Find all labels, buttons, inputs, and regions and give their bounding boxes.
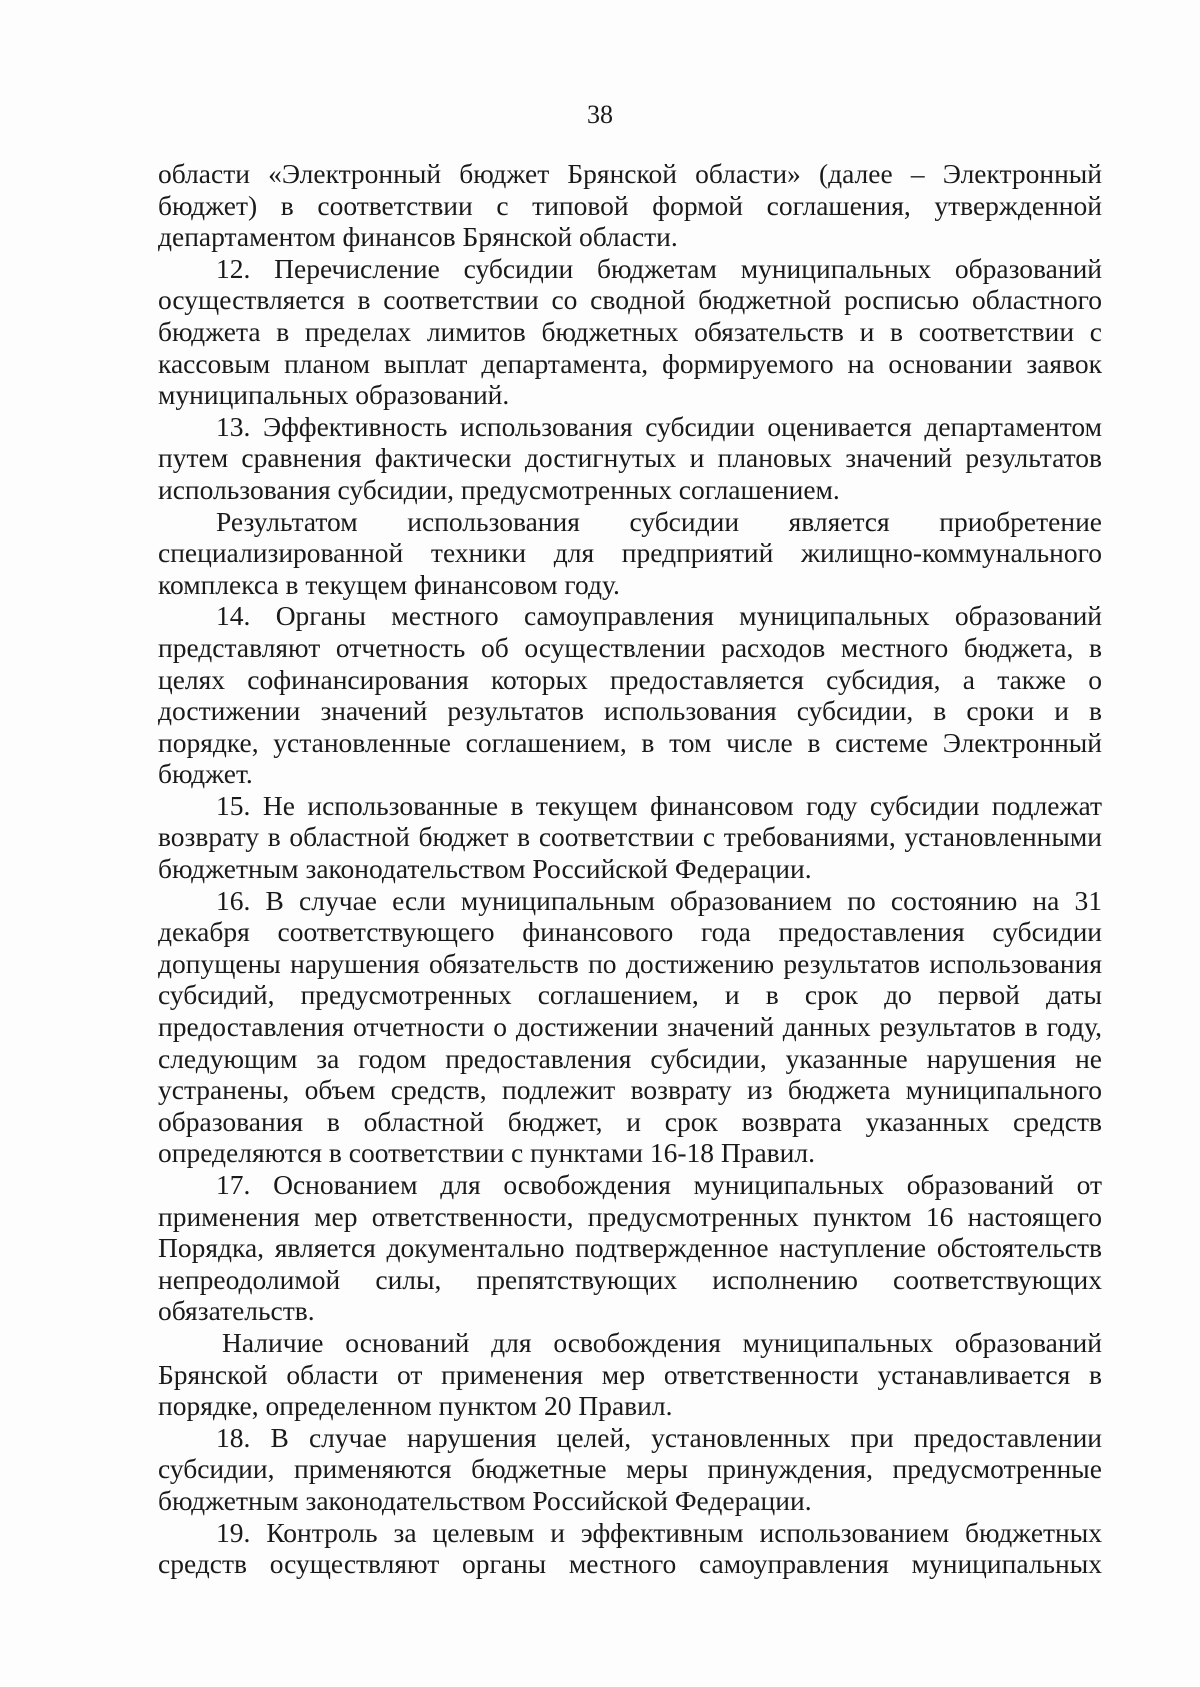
- paragraph-13: 13. Эффективность использования субсидии оценивается департаментом путем сравнения фактически достигнутых и плановых значений результатов использования субсидии, предусмотренных соглашением.: [158, 410, 1102, 505]
- paragraph-continuation: области «Электронный бюджет Брянской области» (далее – Электронный бюджет) в соответствии с типовой формой соглашения, утвержденной департаментом финансов Брянской области.: [158, 158, 1102, 253]
- paragraph-17: 17. Основанием для освобождения муниципальных образований от применения мер ответственности, предусмотренных пунктом 16 настоящего Порядка, является документально подтвержденное наступление обстоятельств непреодолимой силы, препятствующих исполнению соответствующих обязательств.: [158, 1169, 1102, 1327]
- paragraph-16: 16. В случае если муниципальным образованием по состоянию на 31 декабря соответствующего финансового года предоставления субсидии допущены нарушения обязательств по достижению результатов использования субсидий, предусмотренных соглашением, и в срок до первой даты предоставления отчетности о достижении значений данных результатов в году, следующим за годом предоставления субсидии, указанные нарушения не устранены, объем средств, подлежит возврату из бюджета муниципального образования в областной бюджет, и срок возврата указанных средств определяются в соответствии с пунктами 16-18 Правил.: [158, 884, 1102, 1169]
- paragraph-14: 14. Органы местного самоуправления муниципальных образований представляют отчетность об осуществлении расходов местного бюджета, в целях софинансирования которых предоставляется субсидия, а также о достижении значений результатов использования субсидии, в сроки и в порядке, установленные соглашением, в том числе в системе Электронный бюджет.: [158, 600, 1102, 790]
- page-number: 38: [587, 100, 613, 129]
- paragraph-19: 19. Контроль за целевым и эффективным использованием бюджетных средств осуществляют органы местного самоуправления муниципальных: [158, 1516, 1102, 1580]
- paragraph-12: 12. Перечисление субсидии бюджетам муниципальных образований осуществляется в соответствии со сводной бюджетной росписью областного бюджета в пределах лимитов бюджетных обязательств и в соответствии с кассовым планом выплат департамента, формируемого на основании заявок муниципальных образований.: [158, 252, 1102, 411]
- paragraph-17-grounds: Наличие оснований для освобождения муниципальных образований Брянской области от применения мер ответственности устанавливается в порядке, определенном пунктом 20 Правил.: [158, 1326, 1102, 1422]
- document-body: [158, 158, 1102, 1580]
- paragraph-15: 15. Не использованные в текущем финансовом году субсидии подлежат возврату в областной бюджет в соответствии с требованиями, установленными бюджетным законодательством Российской Федерации.: [158, 789, 1102, 885]
- paragraph-13-result: Результатом использования субсидии является приобретение специализированной техники для предприятий жилищно-коммунального комплекса в текущем финансовом году.: [158, 505, 1102, 600]
- paragraph-18: 18. В случае нарушения целей, установленных при предоставлении субсидии, применяются бюджетные меры принуждения, предусмотренные бюджетным законодательством Российской Федерации.: [158, 1421, 1102, 1516]
